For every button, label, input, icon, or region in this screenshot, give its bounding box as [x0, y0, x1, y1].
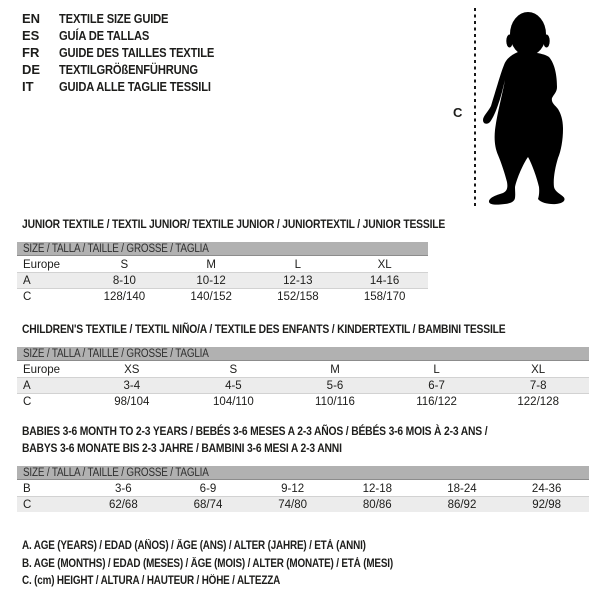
table-cell: M [206, 258, 216, 271]
children-size-header-bar [17, 347, 589, 361]
table-row [17, 481, 589, 497]
table-cell: 7-8 [487, 378, 589, 394]
language-list [22, 10, 239, 95]
row-label: C [17, 289, 81, 305]
language-code: ES [22, 28, 40, 43]
children-size-table [17, 362, 589, 409]
language-row-fr [22, 44, 239, 61]
children-size-header-text: SIZE / TALLA / TAILLE / GRÖSSE / TAGLIA [23, 348, 209, 360]
row-label: Europe [23, 363, 61, 376]
table-cell: 10-12 [168, 273, 255, 289]
table-cell: 152/158 [255, 289, 342, 305]
junior-table-title [22, 216, 514, 233]
language-label: TEXTILGRÖßENFÜHRUNG [59, 62, 198, 77]
table-row [17, 273, 428, 289]
table-cell: 3-4 [81, 378, 183, 394]
table-cell: 24-36 [531, 482, 562, 495]
table-row [17, 378, 589, 394]
table-cell: S [229, 363, 238, 376]
table-cell: 9-12 [281, 482, 305, 495]
row-label: A [17, 378, 81, 394]
junior-table-title-text: JUNIOR TEXTILE / TEXTIL JUNIOR/ TEXTILE JUNIOR / JUNIORTEXTIL / JUNIOR TESSILE [22, 217, 446, 231]
table-cell: M [330, 363, 340, 376]
language-label: GUÍA DE TALLAS [59, 28, 150, 43]
babies-table-title-line1: BABIES 3-6 MONTH TO 2-3 YEARS / BEBÉS 3-6 MESES A 2-3 AÑOS / BÉBÉS 3-6 MOIS À 2-3 ANS / [22, 424, 488, 438]
babies-size-table [17, 481, 589, 512]
babies-table-title-line2: BABYS 3-6 MONATE BIS 2-3 JAHRE / BAMBINI 3-6 MESI A 2-3 ANNI [22, 441, 342, 455]
language-code: IT [22, 79, 34, 94]
table-cell: 86/92 [420, 497, 505, 513]
table-cell: 128/140 [81, 289, 168, 305]
language-code: EN [22, 11, 41, 26]
junior-size-header-text: SIZE / TALLA / TAILLE / GRÖSSE / TAGLIA [23, 243, 209, 255]
table-cell: 110/116 [284, 394, 386, 410]
table-cell: XL [531, 363, 546, 376]
language-row-es [22, 27, 239, 44]
language-row-it [22, 78, 239, 95]
table-cell: 5-6 [284, 378, 386, 394]
table-cell: 12-13 [255, 273, 342, 289]
table-cell: 14-16 [341, 273, 428, 289]
legend-line-b [22, 556, 453, 574]
language-label: GUIDE DES TAILLES TEXTILE [59, 45, 215, 60]
row-label: B [23, 482, 31, 495]
children-table-title-text: CHILDREN'S TEXTILE / TEXTIL NIÑO/A / TEXTILE DES ENFANTS / KINDERTEXTIL / BAMBINI TESSILE [22, 322, 506, 336]
language-label: GUIDA ALLE TAGLIE TESSILI [59, 79, 211, 94]
babies-table-title [22, 423, 563, 457]
legend-line-c-text: C. (cm) HEIGHT / ALTURA / HAUTEUR / HÖHE / ALTEZZA [22, 575, 281, 587]
table-cell: 122/128 [487, 394, 589, 410]
table-cell: 98/104 [81, 394, 183, 410]
table-cell: 18-24 [447, 482, 477, 495]
row-label: C [17, 497, 81, 513]
table-cell: 3-6 [115, 482, 132, 495]
language-label: TEXTILE SIZE GUIDE [59, 11, 169, 26]
table-cell: 116/122 [386, 394, 488, 410]
row-label: Europe [23, 258, 61, 271]
language-row-de [22, 61, 239, 78]
table-row [17, 394, 589, 410]
babies-size-header-text: SIZE / TALLA / TAILLE / GRÖSSE / TAGLIA [23, 467, 209, 479]
legend-line-c [22, 573, 453, 591]
legend-line-a-text: A. AGE (YEARS) / EDAD (AÑOS) / ÂGE (ANS) / ALTER (JAHRE) / ETÀ (ANNI) [22, 540, 366, 552]
junior-size-table [17, 257, 428, 304]
table-cell: 74/80 [250, 497, 335, 513]
legend-line-b-text: B. AGE (MONTHS) / EDAD (MESES) / ÂGE (MOIS) / ALTER (MONATE) / ETÀ (MESI) [22, 557, 393, 570]
legend-line-a [22, 538, 453, 556]
table-cell: 8-10 [81, 273, 168, 289]
table-cell: 62/68 [81, 497, 166, 513]
table-row [17, 289, 428, 305]
table-cell: 104/110 [183, 394, 285, 410]
table-cell: XL [377, 258, 392, 271]
children-table-title [22, 321, 584, 338]
language-code: FR [22, 45, 40, 60]
table-cell: 6-9 [199, 482, 217, 495]
table-cell: 4-5 [183, 378, 285, 394]
table-cell: L [433, 363, 440, 376]
language-code: DE [22, 62, 41, 77]
language-row-en [22, 10, 239, 27]
row-label: A [17, 273, 81, 289]
table-cell: 6-7 [386, 378, 488, 394]
table-cell: XS [124, 363, 140, 376]
height-measure-label: C [453, 105, 463, 120]
baby-silhouette-image [481, 8, 571, 208]
table-cell: 68/74 [166, 497, 251, 513]
table-cell: S [120, 258, 129, 271]
table-cell: 12-18 [362, 482, 392, 495]
table-row [17, 257, 428, 273]
babies-size-header-bar [17, 466, 589, 480]
table-row [17, 497, 589, 513]
measurement-legend [22, 538, 453, 591]
junior-size-header-bar [17, 242, 428, 256]
table-cell: L [294, 258, 302, 271]
table-row [17, 362, 589, 378]
table-cell: 92/98 [504, 497, 589, 513]
table-cell: 80/86 [335, 497, 420, 513]
table-cell: 140/152 [168, 289, 255, 305]
row-label: C [17, 394, 81, 410]
table-cell: 158/170 [341, 289, 428, 305]
height-measure-dotted-line [474, 8, 476, 207]
